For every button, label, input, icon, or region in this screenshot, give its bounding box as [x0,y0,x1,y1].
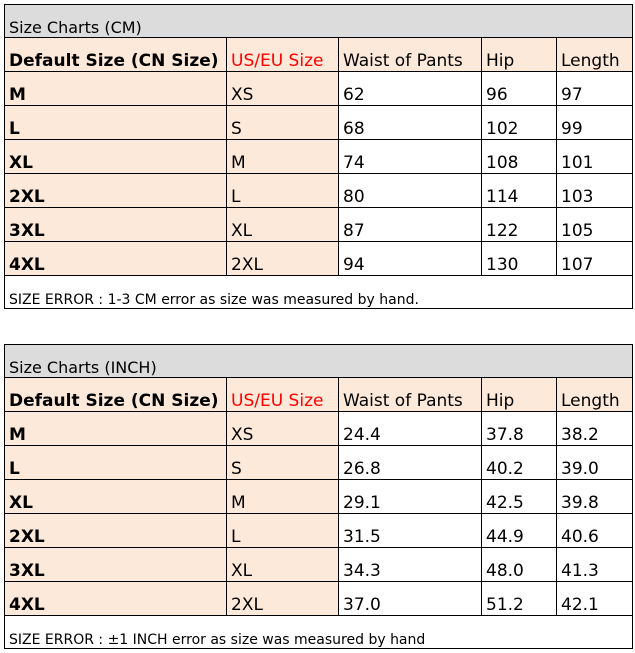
cell-hip: 42.5 [482,480,557,514]
table-row [5,106,633,140]
cell-default-size: XL [5,140,227,174]
cell-default-size: 3XL [5,208,227,242]
cell-us-eu-size: M [227,480,339,514]
cell-default-size: L [5,446,227,480]
cell-default-size: 2XL [5,514,227,548]
cell-us-eu-size: S [227,106,339,140]
cell-default-size: M [5,72,227,106]
cell-us-eu-size: XS [227,72,339,106]
cell-hip: 48.0 [482,548,557,582]
cell-length: 40.6 [557,514,633,548]
cell-waist: 26.8 [339,446,482,480]
cell-default-size: XL [5,480,227,514]
cell-us-eu-size: 2XL [227,582,339,616]
cell-length: 101 [557,140,633,174]
cell-length: 105 [557,208,633,242]
cell-waist: 68 [339,106,482,140]
size-chart-cm [4,4,633,309]
size-chart-inch [4,344,633,649]
cell-hip: 96 [482,72,557,106]
table-row [5,548,633,582]
cell-us-eu-size: XS [227,412,339,446]
cell-waist: 31.5 [339,514,482,548]
cell-hip: 51.2 [482,582,557,616]
table-row [5,480,633,514]
header-hip: Hip [482,38,557,72]
cell-default-size: L [5,106,227,140]
cell-waist: 74 [339,140,482,174]
size-error-note: SIZE ERROR : ±1 INCH error as size was measured by hand [5,616,633,649]
cell-us-eu-size: L [227,174,339,208]
table-row [5,242,633,276]
cell-us-eu-size: M [227,140,339,174]
cell-waist: 80 [339,174,482,208]
cell-us-eu-size: 2XL [227,242,339,276]
table-row [5,174,633,208]
table-row [5,514,633,548]
cell-waist: 34.3 [339,548,482,582]
cell-hip: 44.9 [482,514,557,548]
header-row [5,38,633,72]
cell-waist: 87 [339,208,482,242]
chart-title-row [5,345,633,378]
cell-length: 41.3 [557,548,633,582]
table-row [5,446,633,480]
header-waist: Waist of Pants [339,38,482,72]
cell-us-eu-size: S [227,446,339,480]
cell-default-size: 4XL [5,582,227,616]
header-length: Length [557,378,633,412]
cell-length: 39.0 [557,446,633,480]
cell-default-size: 3XL [5,548,227,582]
cell-us-eu-size: XL [227,208,339,242]
size-error-note-row [5,616,633,649]
cell-hip: 37.8 [482,412,557,446]
cell-hip: 114 [482,174,557,208]
header-default-size: Default Size (CN Size) [5,378,227,412]
cell-waist: 94 [339,242,482,276]
header-us-eu-size: US/EU Size [227,38,339,72]
header-hip: Hip [482,378,557,412]
cell-waist: 24.4 [339,412,482,446]
chart-title-row [5,5,633,38]
cell-waist: 29.1 [339,480,482,514]
cell-length: 97 [557,72,633,106]
header-default-size: Default Size (CN Size) [5,38,227,72]
header-row [5,378,633,412]
cell-length: 99 [557,106,633,140]
size-error-note-row [5,276,633,309]
cell-default-size: 4XL [5,242,227,276]
header-length: Length [557,38,633,72]
cell-length: 107 [557,242,633,276]
cell-hip: 130 [482,242,557,276]
table-row [5,582,633,616]
cell-length: 103 [557,174,633,208]
cell-us-eu-size: XL [227,548,339,582]
cell-hip: 108 [482,140,557,174]
cell-default-size: 2XL [5,174,227,208]
table-row [5,140,633,174]
size-error-note: SIZE ERROR : 1-3 CM error as size was measured by hand. [5,276,633,309]
cell-default-size: M [5,412,227,446]
cell-us-eu-size: L [227,514,339,548]
cell-hip: 102 [482,106,557,140]
table-row [5,412,633,446]
cell-hip: 40.2 [482,446,557,480]
header-waist: Waist of Pants [339,378,482,412]
cell-length: 42.1 [557,582,633,616]
cell-length: 38.2 [557,412,633,446]
table-row [5,208,633,242]
header-us-eu-size: US/EU Size [227,378,339,412]
cell-waist: 62 [339,72,482,106]
cell-hip: 122 [482,208,557,242]
chart-title: Size Charts (INCH) [5,345,633,378]
cell-length: 39.8 [557,480,633,514]
table-row [5,72,633,106]
chart-title: Size Charts (CM) [5,5,633,38]
cell-waist: 37.0 [339,582,482,616]
